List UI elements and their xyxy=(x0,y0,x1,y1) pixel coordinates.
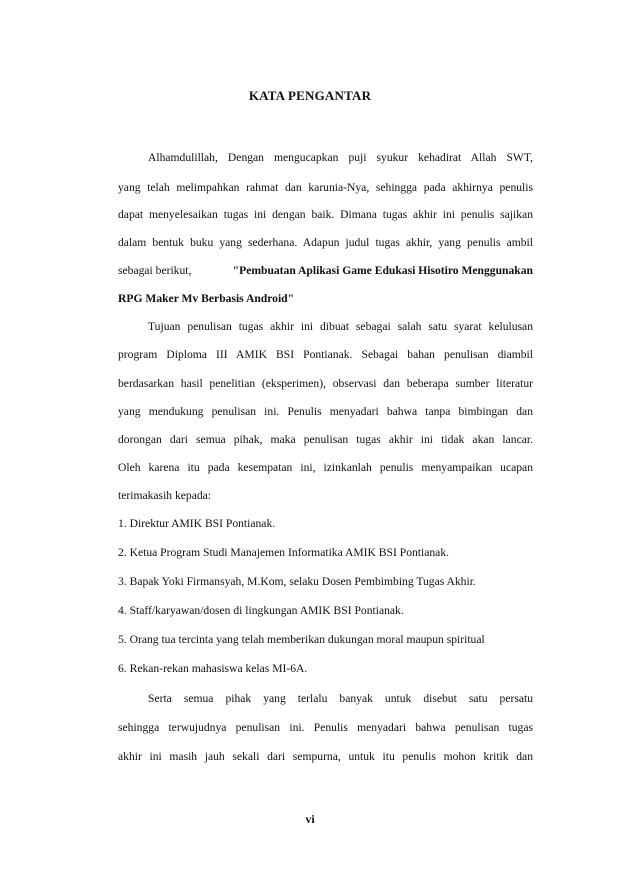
paragraph-line: Oleh karena itu pada kesempatan ini, izinkanlah penulis menyampaikan ucapan xyxy=(118,461,533,474)
page-title: KATA PENGANTAR xyxy=(248,88,372,103)
paragraph-line: terimakasih kepada: xyxy=(118,489,212,502)
list-item: 2. Ketua Program Studi Manajemen Informatika AMIK BSI Pontianak. xyxy=(118,546,450,559)
paragraph-line xyxy=(118,264,533,278)
paragraph-line: Serta semua pihak yang terlalu banyak untuk disebut satu persatu xyxy=(148,692,533,705)
line-prefix: sebagai berikut, xyxy=(118,264,192,277)
list-item: 1. Direktur AMIK BSI Pontianak. xyxy=(118,517,276,530)
paragraph-line: berdasarkan hasil penelitian (eksperimen), observasi dan beberapa sumber literatur xyxy=(118,377,533,390)
paragraph-line: akhir ini masih jauh sekali dari sempurna, untuk itu penulis mohon kritik dan xyxy=(118,750,533,763)
paragraph-line: Alhamdulillah, Dengan mengucapkan puji syukur kehadirat Allah SWT, xyxy=(148,151,533,164)
paragraph-line: sehingga terwujudnya penulisan ini. Penulis menyadari bahwa penulisan tugas xyxy=(118,721,533,734)
paragraph-line: yang telah melimpahkan rahmat dan karunia-Nya, sehingga pada akhirnya penulis xyxy=(118,181,533,194)
paragraph-line: yang mendukung penulisan ini. Penulis menyadari bahwa tanpa bimbingan dan xyxy=(118,405,533,418)
paragraph-line: program Diploma III AMIK BSI Pontianak. Sebagai bahan penulisan diambil xyxy=(118,348,533,361)
list-item: 3. Bapak Yoki Firmansyah, M.Kom, selaku Dosen Pembimbing Tugas Akhir. xyxy=(118,575,476,588)
paragraph-line: dalam bentuk buku yang sederhana. Adapun judul tugas akhir, yang penulis ambil xyxy=(118,236,533,249)
page-number: vi xyxy=(305,812,315,826)
paragraph-line: Tujuan penulisan tugas akhir ini dibuat sebagai salah satu syarat kelulusan xyxy=(148,320,533,333)
paragraph-line: dapat menyelesaikan tugas ini dengan baik. Dimana tugas akhir ini penulis sajikan xyxy=(118,208,533,221)
thesis-title-part1: "Pembuatan Aplikasi Game Edukasi Hisotiro Menggunakan xyxy=(232,264,533,277)
list-item: 4. Staff/karyawan/dosen di lingkungan AMIK BSI Pontianak. xyxy=(118,604,404,617)
list-item: 5. Orang tua tercinta yang telah memberikan dukungan moral maupun spiritual xyxy=(118,633,485,646)
paragraph-line: dorongan dari semua pihak, maka penulisan tugas akhir ini tidak akan lancar. xyxy=(118,433,533,446)
list-item: 6. Rekan-rekan mahasiswa kelas MI-6A. xyxy=(118,662,308,675)
thesis-title-part2: RPG Maker Mv Berbasis Android" xyxy=(118,292,295,305)
